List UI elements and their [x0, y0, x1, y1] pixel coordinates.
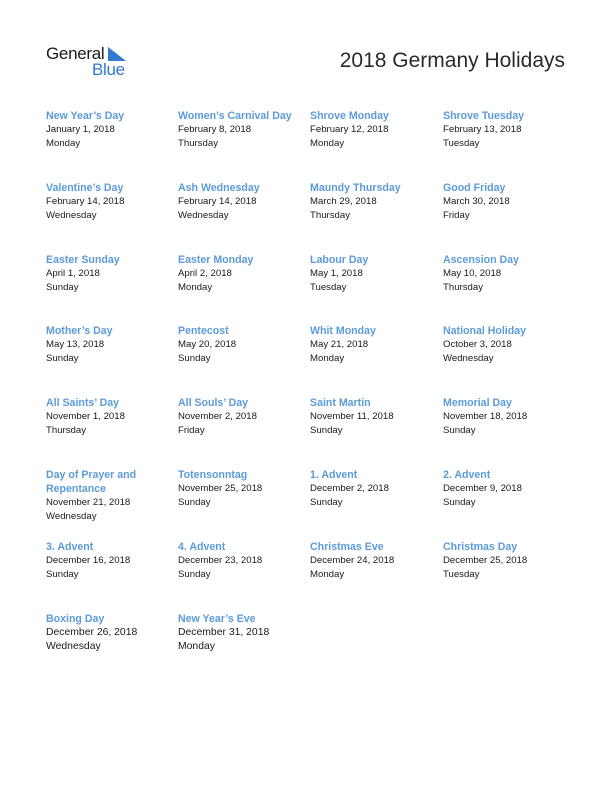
holiday-weekday: Thursday	[46, 425, 86, 437]
holiday-date: December 16, 2018	[46, 554, 131, 566]
holiday-name: Women’s Carnival Day	[178, 110, 292, 122]
holiday-weekday: Monday	[46, 138, 81, 149]
holiday-item	[178, 181, 308, 223]
holiday-name: 1. Advent	[310, 468, 358, 481]
holiday-item	[46, 109, 176, 151]
holiday-row	[46, 396, 586, 468]
holiday-weekday: Tuesday	[443, 138, 480, 149]
holiday-date: November 18, 2018	[443, 411, 528, 423]
holiday-date: November 25, 2018	[178, 482, 263, 494]
holiday-date: May 10, 2018	[443, 267, 502, 279]
holiday-date: December 23, 2018	[178, 554, 263, 566]
holiday-name: Day of Prayer and Repentance	[46, 468, 137, 495]
holiday-weekday: Tuesday	[310, 281, 347, 293]
holiday-name: All Souls’ Day	[178, 397, 249, 410]
holiday-item	[178, 468, 308, 510]
holiday-item	[443, 468, 573, 510]
holiday-date: March 29, 2018	[310, 195, 377, 207]
holiday-date: April 1, 2018	[46, 267, 100, 279]
holiday-weekday: Wednesday	[178, 209, 229, 221]
holiday-name: 3. Advent	[46, 540, 94, 553]
holiday-item	[443, 109, 573, 151]
brand-logo	[46, 44, 136, 80]
page-title: 2018 Germany Holidays	[339, 49, 565, 72]
logo-text-blue: Blue	[92, 60, 125, 79]
holiday-weekday: Monday	[310, 138, 345, 149]
holiday-item	[46, 612, 176, 655]
holiday-item	[443, 253, 573, 295]
holiday-date: October 3, 2018	[443, 339, 512, 351]
holiday-date: February 14, 2018	[46, 195, 125, 207]
holiday-weekday: Monday	[310, 568, 345, 580]
holiday-date: February 14, 2018	[178, 195, 257, 207]
holiday-item	[178, 253, 308, 295]
holiday-item	[178, 324, 308, 366]
holiday-row	[46, 612, 586, 684]
holiday-item	[46, 540, 176, 582]
holiday-weekday: Monday	[310, 353, 345, 365]
holiday-name: 2. Advent	[443, 468, 491, 481]
holiday-date: December 26, 2018	[46, 626, 138, 638]
holiday-name: Ascension Day	[443, 253, 519, 266]
holiday-date: December 31, 2018	[178, 626, 270, 638]
holiday-item	[46, 253, 176, 295]
holiday-row	[46, 540, 586, 612]
holiday-name: Shrove Monday	[310, 110, 389, 122]
holiday-name: Totensonntag	[178, 468, 248, 481]
holiday-row	[46, 468, 586, 540]
holiday-name: Memorial Day	[443, 397, 512, 410]
holiday-name: All Saints’ Day	[46, 397, 120, 410]
holiday-weekday: Sunday	[178, 568, 211, 580]
holiday-weekday: Sunday	[443, 425, 476, 437]
holiday-name: Saint Martin	[310, 397, 371, 410]
holiday-name: Ash Wednesday	[178, 181, 260, 194]
holiday-date: February 13, 2018	[443, 124, 522, 135]
holiday-date: November 1, 2018	[46, 411, 125, 423]
holiday-name: Pentecost	[178, 325, 229, 338]
holiday-item	[310, 109, 440, 151]
holiday-item	[46, 396, 176, 438]
holiday-item	[310, 181, 440, 223]
holiday-name: Good Friday	[443, 181, 506, 194]
holiday-name: 4. Advent	[178, 540, 226, 553]
logo-triangle-icon	[108, 47, 126, 61]
holiday-name: Shrove Tuesday	[443, 110, 525, 122]
holiday-name: Easter Sunday	[46, 253, 120, 266]
holiday-weekday: Monday	[178, 641, 215, 653]
holiday-date: November 21, 2018	[46, 496, 131, 508]
holiday-date: February 12, 2018	[310, 124, 389, 135]
holiday-weekday: Sunday	[46, 568, 79, 580]
holiday-name: Mother’s Day	[46, 325, 113, 338]
holiday-name: National Holiday	[443, 325, 526, 338]
holiday-name: New Year’s Eve	[178, 612, 256, 625]
holiday-weekday: Friday	[443, 209, 470, 221]
holiday-row	[46, 324, 586, 396]
holiday-grid	[46, 109, 586, 683]
holiday-weekday: Sunday	[310, 425, 343, 437]
holiday-weekday: Thursday	[310, 209, 350, 221]
holiday-weekday: Sunday	[443, 496, 476, 508]
holiday-date: February 8, 2018	[178, 124, 252, 135]
holiday-item	[310, 396, 440, 438]
holiday-name: Christmas Eve	[310, 540, 384, 553]
holiday-date: April 2, 2018	[178, 267, 232, 279]
holiday-date: May 20, 2018	[178, 339, 237, 351]
holiday-weekday: Sunday	[46, 281, 79, 293]
holiday-name: New Year’s Day	[46, 110, 125, 122]
holiday-item	[443, 181, 573, 223]
holiday-date: December 9, 2018	[443, 482, 522, 494]
holiday-item	[310, 324, 440, 366]
holiday-date: May 1, 2018	[310, 267, 363, 279]
holiday-item	[178, 612, 308, 655]
holiday-row	[46, 253, 586, 325]
holiday-item	[178, 396, 308, 438]
holiday-weekday: Thursday	[178, 138, 218, 149]
holiday-item	[178, 109, 308, 151]
holiday-date: November 11, 2018	[310, 411, 394, 423]
holiday-item	[443, 324, 573, 366]
holiday-date: December 25, 2018	[443, 554, 528, 566]
holiday-date: March 30, 2018	[443, 195, 510, 207]
holiday-name: Christmas Day	[443, 540, 518, 553]
holiday-row	[46, 109, 586, 181]
holiday-name: Easter Monday	[178, 253, 254, 266]
holiday-weekday: Sunday	[178, 353, 211, 365]
holiday-weekday: Thursday	[443, 281, 483, 293]
holiday-weekday: Wednesday	[46, 510, 97, 522]
holiday-item	[310, 468, 440, 510]
holiday-date: November 2, 2018	[178, 411, 257, 423]
holiday-weekday: Sunday	[46, 353, 79, 365]
holiday-item	[310, 253, 440, 295]
holiday-weekday: Wednesday	[46, 209, 97, 221]
holiday-weekday: Sunday	[178, 496, 211, 508]
holiday-item	[310, 540, 440, 582]
holiday-item	[46, 468, 176, 524]
logo-text-general: General	[46, 44, 105, 63]
holiday-date: May 21, 2018	[310, 339, 369, 351]
holiday-weekday: Monday	[178, 281, 213, 293]
holiday-item	[443, 540, 573, 582]
holiday-date: December 24, 2018	[310, 554, 395, 566]
holiday-item	[46, 324, 176, 366]
holiday-name: Boxing Day	[46, 612, 105, 625]
holiday-name: Valentine’s Day	[46, 181, 124, 194]
holiday-row	[46, 181, 586, 253]
holiday-weekday: Friday	[178, 425, 205, 437]
holiday-weekday: Wednesday	[443, 353, 494, 365]
holiday-weekday: Sunday	[310, 496, 343, 508]
holiday-item	[46, 181, 176, 223]
holiday-date: December 2, 2018	[310, 482, 389, 494]
holiday-date: January 1, 2018	[46, 124, 115, 135]
holiday-item	[178, 540, 308, 582]
holiday-weekday: Tuesday	[443, 568, 480, 580]
holiday-weekday: Wednesday	[46, 641, 101, 653]
holiday-date: May 13, 2018	[46, 339, 105, 351]
holiday-name: Maundy Thursday	[310, 181, 401, 194]
holiday-name: Whit Monday	[310, 325, 376, 338]
holiday-item	[443, 396, 573, 438]
holiday-name: Labour Day	[310, 253, 369, 266]
